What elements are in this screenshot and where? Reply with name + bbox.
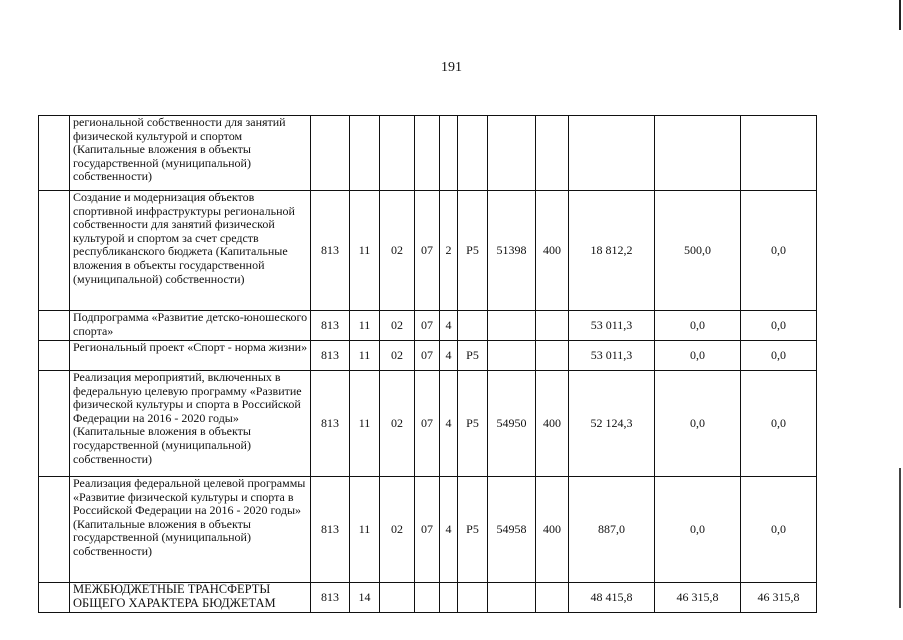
amount-year-3: 0,0: [741, 191, 817, 311]
program-code: 07: [415, 191, 440, 311]
table-row: [39, 341, 817, 371]
direction-code: 54950: [488, 371, 536, 477]
project-code: P5: [458, 341, 488, 371]
table-row: [39, 371, 817, 477]
table-row: [39, 311, 817, 341]
expense-name: Создание и модернизация объектов спортивной инфраструктуры региональной собственности для занятий физической культурой и спортом за счет средств республиканского бюджета (Капитальные вложения в объекты государственной (муниципальной) собственности): [70, 191, 311, 311]
subsection-code: [380, 583, 415, 613]
row-margin-cell: [39, 583, 70, 613]
row-margin-cell: [39, 311, 70, 341]
direction-code: 54958: [488, 477, 536, 583]
project-code: [458, 116, 488, 191]
expense-type-code: [536, 341, 569, 371]
amount-year-3: [741, 116, 817, 191]
amount-year-3: 0,0: [741, 341, 817, 371]
direction-code: [488, 311, 536, 341]
expense-type-code: 400: [536, 191, 569, 311]
row-margin-cell: [39, 341, 70, 371]
amount-year-2: 0,0: [655, 311, 741, 341]
project-code: P5: [458, 477, 488, 583]
row-margin-cell: [39, 477, 70, 583]
amount-year-1: 887,0: [569, 477, 655, 583]
program-code: 07: [415, 371, 440, 477]
subsection-code: 02: [380, 311, 415, 341]
amount-year-2: [655, 116, 741, 191]
program-code: 07: [415, 341, 440, 371]
ministry-code: 813: [311, 341, 350, 371]
amount-year-2: 0,0: [655, 341, 741, 371]
ministry-code: [311, 116, 350, 191]
project-code: [458, 311, 488, 341]
row-margin-cell: [39, 116, 70, 191]
program-code: 07: [415, 311, 440, 341]
subprogram-code: [440, 583, 458, 613]
section-code: [350, 116, 380, 191]
subsection-code: 02: [380, 371, 415, 477]
ministry-code: 813: [311, 583, 350, 613]
amount-year-1: 18 812,2: [569, 191, 655, 311]
subprogram-code: 4: [440, 341, 458, 371]
section-code: 11: [350, 191, 380, 311]
table-row: [39, 583, 817, 613]
project-code: P5: [458, 191, 488, 311]
row-margin-cell: [39, 191, 70, 311]
program-code: [415, 583, 440, 613]
page-number: 191: [441, 60, 462, 75]
subprogram-code: 2: [440, 191, 458, 311]
amount-year-3: 0,0: [741, 477, 817, 583]
table-row: [39, 191, 817, 311]
subprogram-code: 4: [440, 477, 458, 583]
subsection-code: 02: [380, 477, 415, 583]
expense-name: Реализация мероприятий, включенных в федеральную целевую программу «Развитие физической культуры и спорта в Российской Федерации на 2016 - 2020 годы» (Капитальные вложения в объекты государственной (муниципальной) собственности): [70, 371, 311, 477]
amount-year-2: 0,0: [655, 477, 741, 583]
project-code: P5: [458, 371, 488, 477]
budget-table: [38, 115, 817, 613]
expense-name: МЕЖБЮДЖЕТНЫЕ ТРАНСФЕРТЫ ОБЩЕГО ХАРАКТЕРА БЮДЖЕТАМ: [70, 583, 311, 613]
expense-type-code: [536, 583, 569, 613]
amount-year-1: 52 124,3: [569, 371, 655, 477]
section-code: 14: [350, 583, 380, 613]
amount-year-3: 0,0: [741, 371, 817, 477]
expense-type-code: [536, 116, 569, 191]
ministry-code: 813: [311, 191, 350, 311]
section-code: 11: [350, 477, 380, 583]
subsection-code: 02: [380, 191, 415, 311]
section-code: 11: [350, 311, 380, 341]
expense-type-code: 400: [536, 477, 569, 583]
project-code: [458, 583, 488, 613]
direction-code: [488, 583, 536, 613]
ministry-code: 813: [311, 371, 350, 477]
table-row: [39, 116, 817, 191]
subsection-code: 02: [380, 341, 415, 371]
program-code: 07: [415, 477, 440, 583]
expense-name: Реализация федеральной целевой программы «Развитие физической культуры и спорта в Российской Федерации на 2016 - 2020 годы» (Капитальные вложения в объекты государственной (муниципальной) собственности): [70, 477, 311, 583]
amount-year-1: [569, 116, 655, 191]
subsection-code: [380, 116, 415, 191]
expense-type-code: [536, 311, 569, 341]
expense-name: региональной собственности для занятий физической культурой и спортом (Капитальные вложения в объекты государственной (муниципальной) собственности): [70, 116, 311, 191]
expense-name: Региональный проект «Спорт - норма жизни»: [70, 341, 311, 371]
amount-year-2: 0,0: [655, 371, 741, 477]
scan-edge-mark: [899, 0, 901, 30]
direction-code: [488, 116, 536, 191]
expense-name: Подпрограмма «Развитие детско-юношеского спорта»: [70, 311, 311, 341]
subprogram-code: 4: [440, 311, 458, 341]
amount-year-3: 0,0: [741, 311, 817, 341]
subprogram-code: [440, 116, 458, 191]
subprogram-code: 4: [440, 371, 458, 477]
amount-year-1: 48 415,8: [569, 583, 655, 613]
amount-year-2: 46 315,8: [655, 583, 741, 613]
amount-year-3: 46 315,8: [741, 583, 817, 613]
ministry-code: 813: [311, 477, 350, 583]
row-margin-cell: [39, 371, 70, 477]
table-row: [39, 477, 817, 583]
section-code: 11: [350, 341, 380, 371]
amount-year-2: 500,0: [655, 191, 741, 311]
ministry-code: 813: [311, 311, 350, 341]
section-code: 11: [350, 371, 380, 477]
direction-code: 51398: [488, 191, 536, 311]
amount-year-1: 53 011,3: [569, 341, 655, 371]
direction-code: [488, 341, 536, 371]
amount-year-1: 53 011,3: [569, 311, 655, 341]
scan-edge-mark: [899, 468, 901, 608]
expense-type-code: 400: [536, 371, 569, 477]
program-code: [415, 116, 440, 191]
